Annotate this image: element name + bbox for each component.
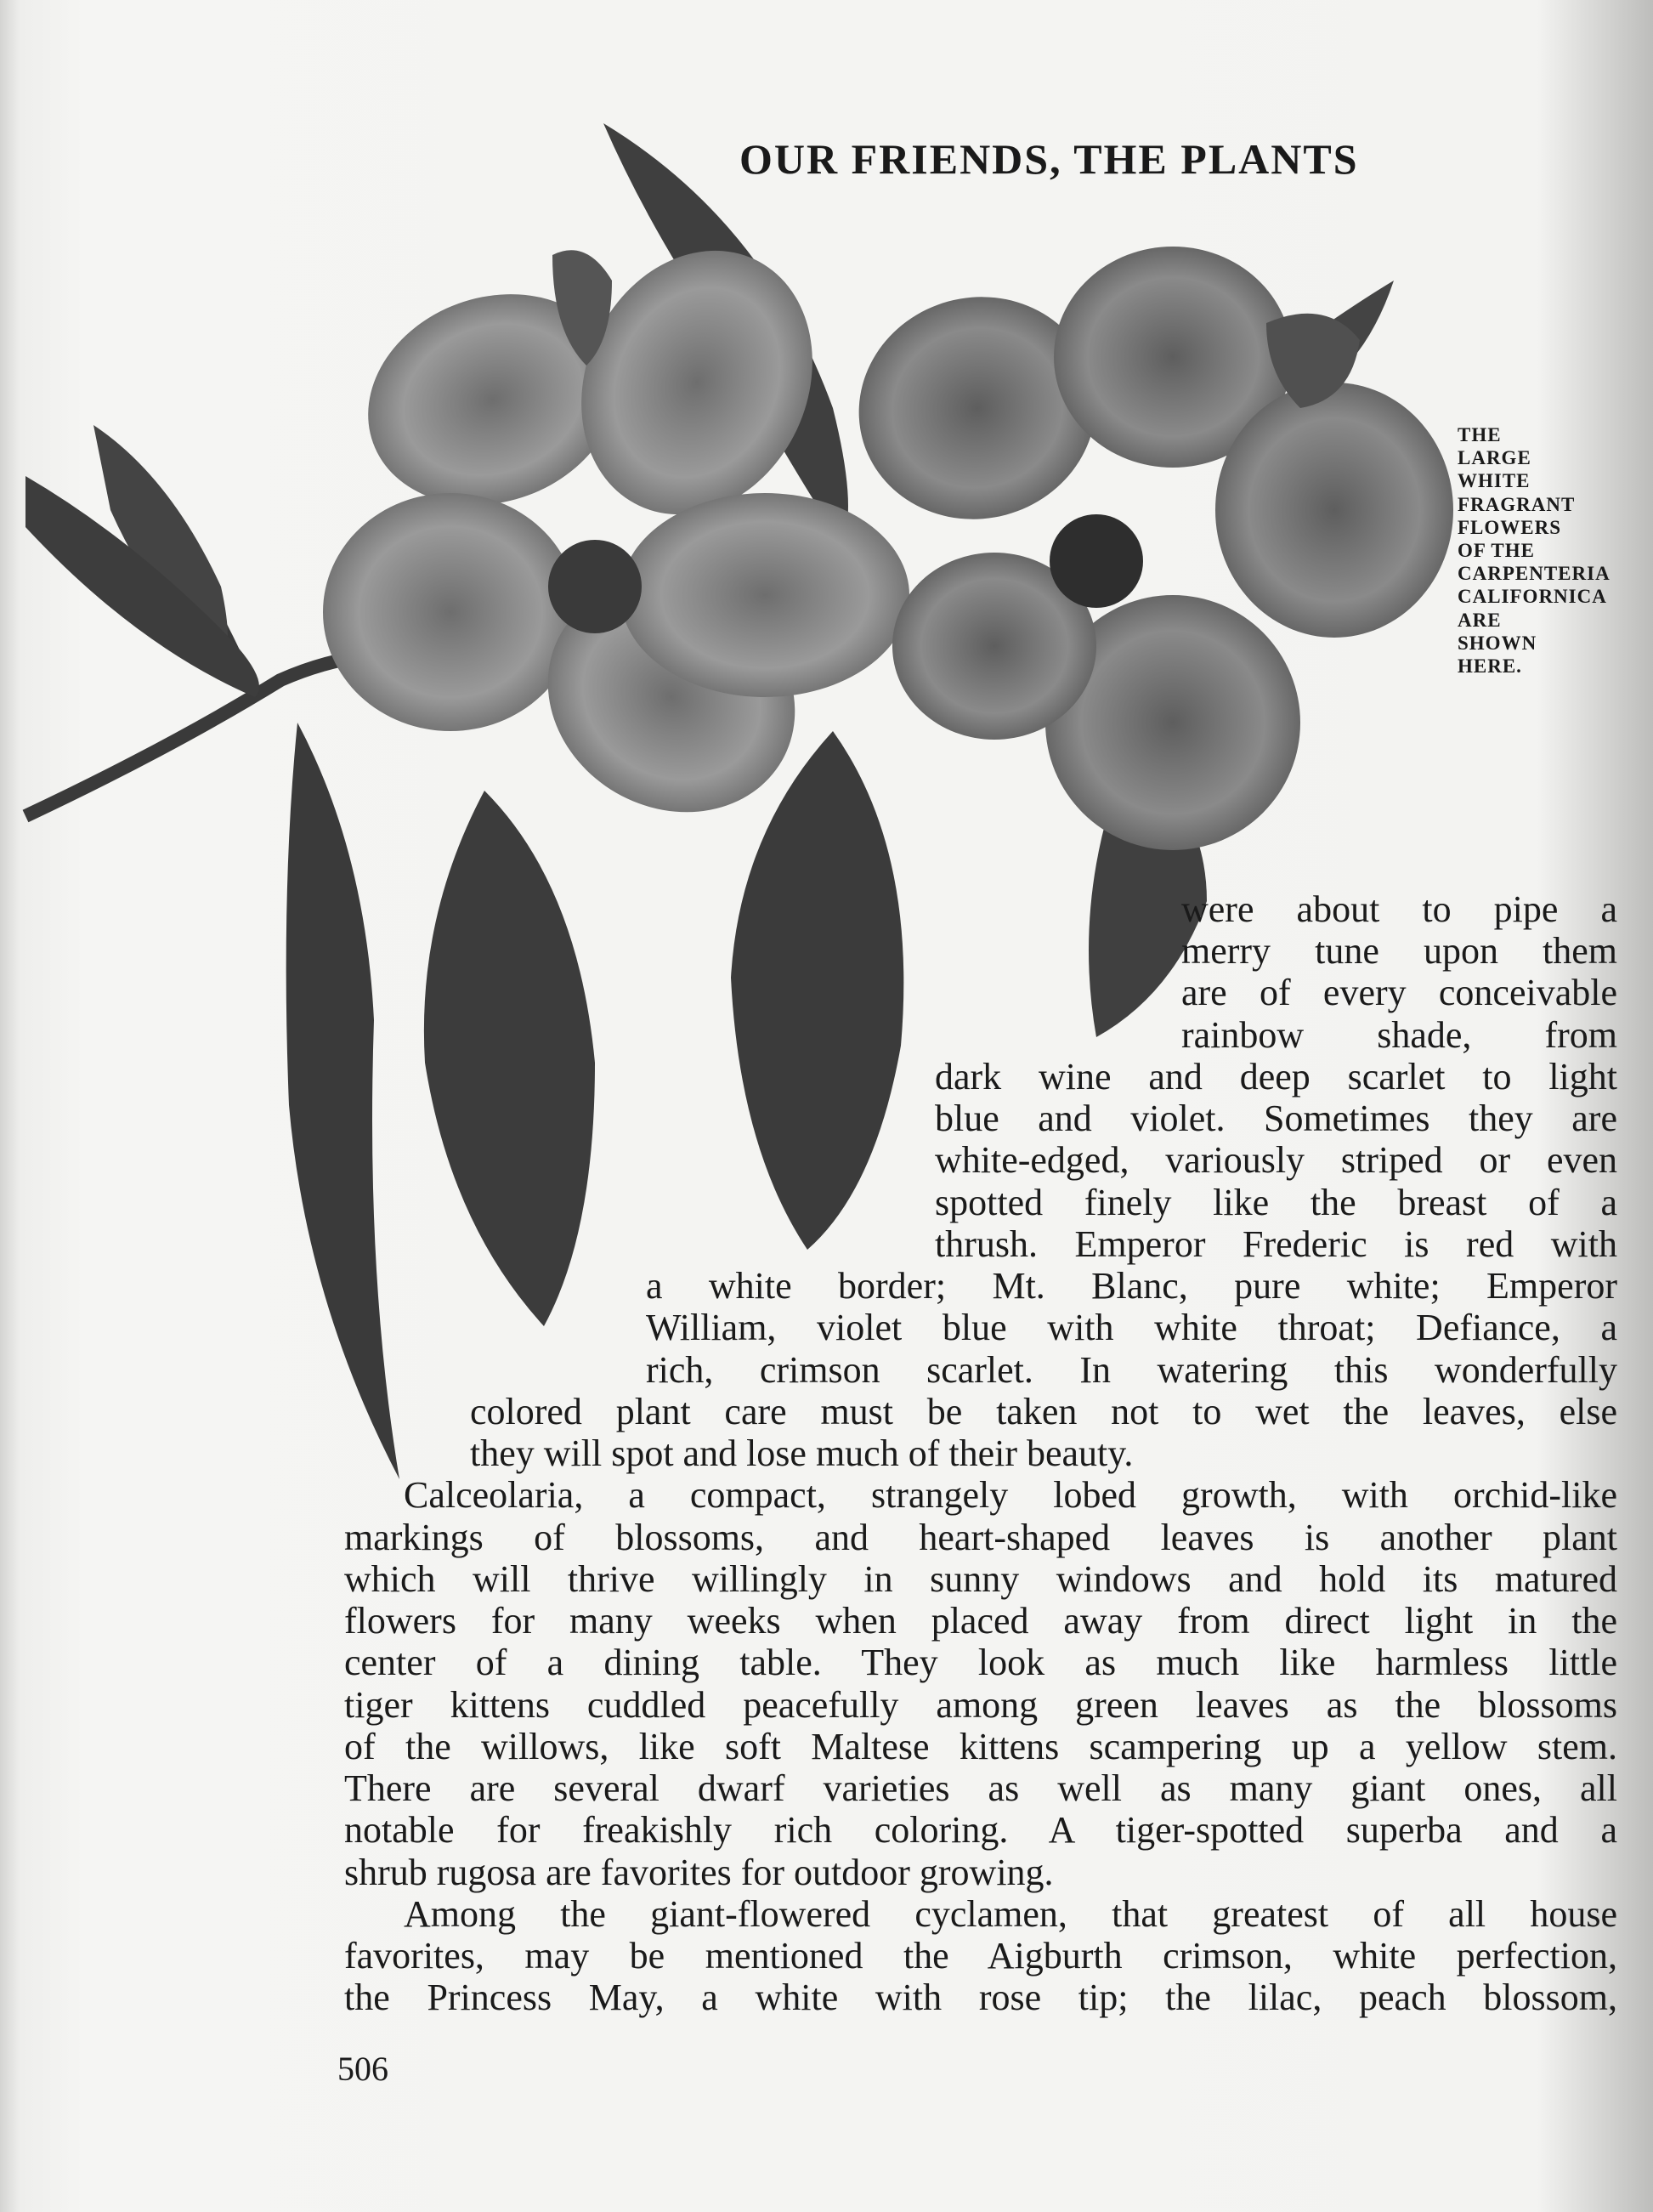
body-line: of the willows, like soft Maltese kittens scampering up a yellow stem. (344, 1726, 1617, 1767)
body-line: shrub rugosa are favorites for outdoor growing. (344, 1852, 1054, 1893)
caption-line: ARE (1458, 609, 1502, 631)
caption-line: CARPENTERIA (1458, 563, 1611, 585)
body-line: dark wine and deep scarlet to light (935, 1056, 1617, 1097)
body-line: rich, crimson scarlet. In watering this wonderfully (646, 1349, 1617, 1391)
body-line: favorites, may be mentioned the Aigburth crimson, white perfection, (344, 1935, 1617, 1977)
body-line: There are several dwarf varieties as well as many giant ones, all (344, 1767, 1617, 1809)
body-line: were about to pipe a (1181, 888, 1617, 930)
caption-line: CALIFORNICA (1458, 586, 1607, 608)
body-line: colored plant care must be taken not to wet the leaves, else (470, 1391, 1617, 1432)
page-number: 506 (337, 2050, 388, 2088)
body-line: flowers for many weeks when placed away from direct light in the (344, 1600, 1617, 1642)
body-line: white-edged, variously striped or even (935, 1139, 1617, 1181)
leaf (424, 791, 595, 1326)
body-line: notable for freakishly rich coloring. A tiger-spotted superba and a (344, 1809, 1617, 1851)
illustration-caption (1458, 423, 1628, 678)
caption-line: SHOWN (1458, 632, 1537, 654)
body-line: center of a dining table. They look as much like harmless little (344, 1642, 1617, 1683)
leaf (731, 731, 903, 1250)
caption-line: OF THE (1458, 540, 1535, 562)
body-line: spotted finely like the breast of a (935, 1182, 1617, 1223)
body-line: the Princess May, a white with rose tip; the lilac, peach blossom, (344, 1977, 1617, 2018)
body-line: thrush. Emperor Frederic is red with (935, 1223, 1617, 1265)
caption-line: FLOWERS (1458, 516, 1562, 538)
caption-line: LARGE (1458, 447, 1531, 469)
body-line: merry tune upon them (1181, 930, 1617, 972)
body-line: which will thrive willingly in sunny windows and hold its matured (344, 1558, 1617, 1600)
body-line: they will spot and lose much of their beauty. (470, 1432, 1134, 1474)
body-line: William, violet blue with white throat; Defiance, a (646, 1307, 1617, 1348)
body-line: markings of blossoms, and heart-shaped leaves is another plant (344, 1517, 1617, 1558)
leaf (286, 723, 399, 1479)
caption-line: THE (1458, 424, 1502, 445)
body-line: rainbow shade, from (1181, 1014, 1617, 1056)
caption-line: HERE. (1458, 655, 1522, 678)
body-line: Calceolaria, a compact, strangely lobed growth, with orchid-like (404, 1474, 1617, 1516)
body-line: Among the giant-flowered cyclamen, that greatest of all house (404, 1893, 1617, 1935)
body-line: are of every conceivable (1181, 972, 1617, 1013)
caption-line: WHITE (1458, 470, 1531, 492)
body-line: a white border; Mt. Blanc, pure white; Emperor (646, 1265, 1617, 1307)
caption-line: FRAGRANT (1458, 493, 1576, 515)
body-line: tiger kittens cuddled peacefully among green leaves as the blossoms (344, 1684, 1617, 1726)
body-line: blue and violet. Sometimes they are (935, 1097, 1617, 1139)
running-head: OUR FRIENDS, THE PLANTS (739, 135, 1359, 183)
